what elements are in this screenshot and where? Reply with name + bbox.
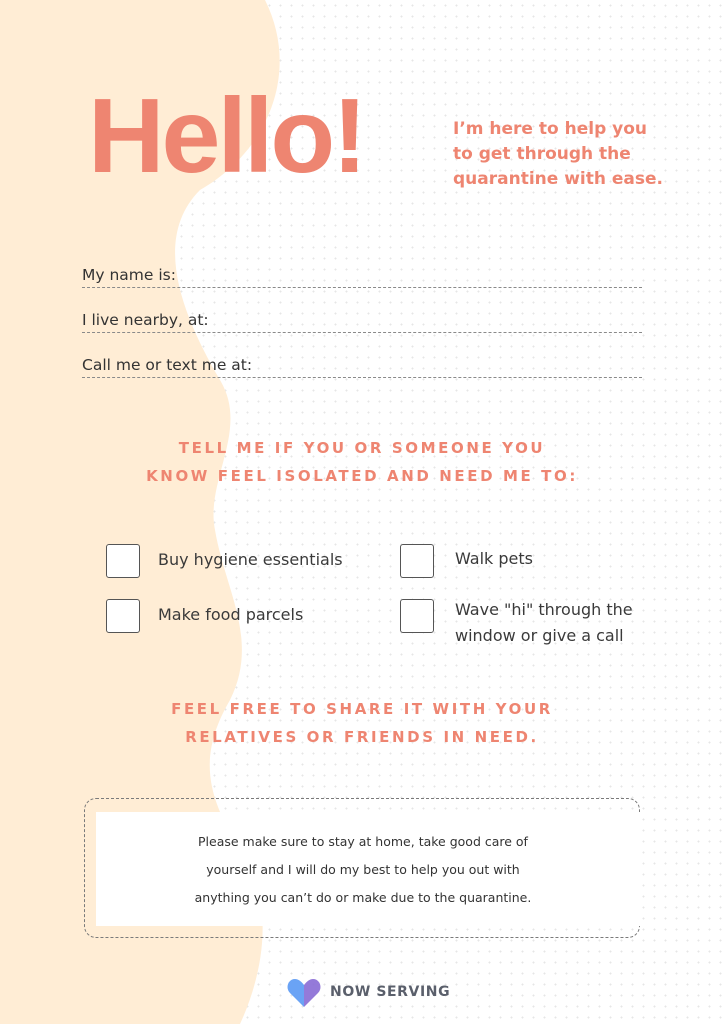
option-label-walk-pets bbox=[455, 546, 533, 572]
note-line: Please make sure to stay at home, take good care of bbox=[198, 834, 528, 849]
checkbox-food-parcels[interactable] bbox=[106, 599, 140, 633]
brand-name: NOW SERVING bbox=[330, 984, 451, 1000]
option-text: Walk pets bbox=[455, 549, 534, 568]
tagline bbox=[453, 117, 663, 192]
phone-field-label: Call me or text me at: bbox=[82, 356, 253, 374]
tagline-line: to get through the bbox=[453, 144, 631, 164]
name-field-label: My name is: bbox=[82, 266, 176, 284]
option-text: Make food parcels bbox=[158, 605, 304, 624]
note-line: yourself and I will do my best to help you out with bbox=[206, 862, 520, 877]
option-label-hygiene bbox=[158, 547, 343, 573]
address-field-label: I live nearby, at: bbox=[82, 311, 209, 329]
hello-title: Hello! bbox=[88, 77, 365, 195]
checkbox-hygiene[interactable] bbox=[106, 544, 140, 578]
heart-icon bbox=[286, 977, 322, 1009]
checkbox-walk-pets[interactable] bbox=[400, 544, 434, 578]
note-text bbox=[96, 828, 630, 912]
share-heading-line: FEEL FREE TO SHARE IT WITH YOUR bbox=[171, 700, 553, 718]
note-line: anything you can’t do or make due to the quarantine. bbox=[194, 890, 532, 905]
option-text: window or give a call bbox=[455, 626, 624, 645]
request-heading bbox=[0, 434, 724, 490]
option-text: Buy hygiene essentials bbox=[158, 550, 343, 569]
request-heading-line: TELL ME IF YOU OR SOMEONE YOU bbox=[178, 439, 546, 457]
address-field[interactable] bbox=[82, 310, 642, 333]
name-field[interactable] bbox=[82, 265, 642, 288]
tagline-line: I’m here to help you bbox=[453, 119, 648, 139]
request-heading-line: KNOW FEEL ISOLATED AND NEED ME TO: bbox=[146, 467, 578, 485]
checkbox-wave-hi[interactable] bbox=[400, 599, 434, 633]
option-label-food-parcels bbox=[158, 602, 303, 628]
share-heading bbox=[0, 695, 724, 751]
phone-field[interactable] bbox=[82, 355, 642, 378]
share-heading-line: RELATIVES OR FRIENDS IN NEED. bbox=[185, 728, 539, 746]
option-text: Wave "hi" through the bbox=[455, 600, 633, 619]
option-label-wave-hi bbox=[455, 597, 633, 649]
tagline-line: quarantine with ease. bbox=[453, 169, 663, 189]
